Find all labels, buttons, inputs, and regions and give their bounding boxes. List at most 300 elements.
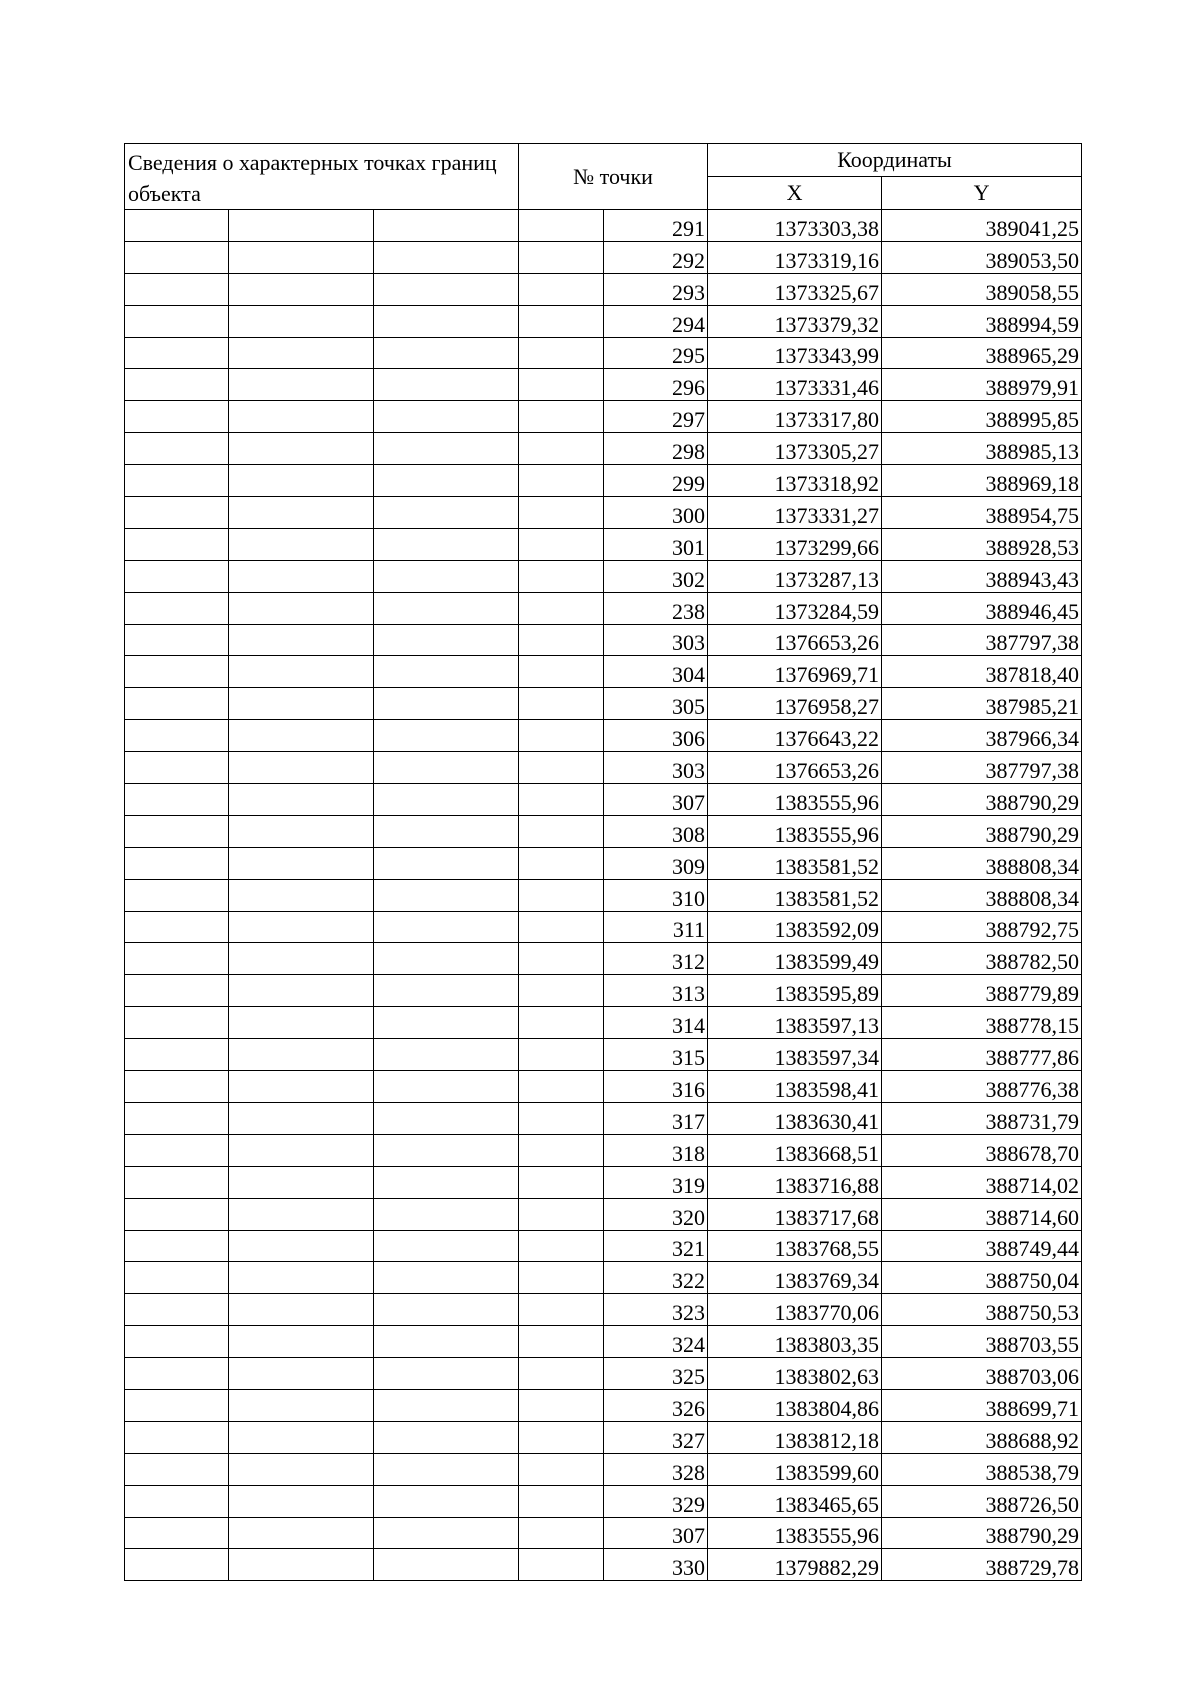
empty-cell [125, 1071, 229, 1103]
y-coordinate-cell: 388726,50 [882, 1485, 1082, 1517]
empty-cell [125, 592, 229, 624]
empty-cell [519, 1453, 604, 1485]
y-coordinate-cell: 389058,55 [882, 273, 1082, 305]
point-number-cell: 296 [604, 369, 708, 401]
table-row [125, 1166, 1082, 1198]
empty-cell [519, 975, 604, 1007]
table-row [125, 911, 1082, 943]
point-number-cell: 307 [604, 1517, 708, 1549]
table-row [125, 433, 1082, 465]
empty-cell [125, 975, 229, 1007]
empty-cell [519, 1517, 604, 1549]
x-coordinate-cell: 1376969,71 [708, 656, 882, 688]
y-coordinate-cell: 387985,21 [882, 688, 1082, 720]
empty-cell [229, 528, 374, 560]
empty-cell [374, 1453, 519, 1485]
point-number-cell: 326 [604, 1389, 708, 1421]
empty-cell [229, 1166, 374, 1198]
empty-cell [125, 911, 229, 943]
y-coordinate-cell: 388779,89 [882, 975, 1082, 1007]
point-number-cell: 294 [604, 305, 708, 337]
table-row [125, 1517, 1082, 1549]
table-row [125, 369, 1082, 401]
empty-cell [229, 815, 374, 847]
y-coordinate-cell: 388994,59 [882, 305, 1082, 337]
empty-cell [519, 528, 604, 560]
table-row [125, 528, 1082, 560]
x-coordinate-cell: 1373287,13 [708, 560, 882, 592]
empty-cell [125, 433, 229, 465]
empty-cell [229, 688, 374, 720]
table-row [125, 879, 1082, 911]
info-header: Сведения о характерных точках границ объекта [125, 144, 519, 210]
coordinates-header: Координаты [708, 144, 1082, 177]
empty-cell [374, 975, 519, 1007]
table-row [125, 305, 1082, 337]
y-coordinate-cell: 387966,34 [882, 720, 1082, 752]
empty-cell [229, 1421, 374, 1453]
empty-cell [229, 879, 374, 911]
y-coordinate-cell: 388750,53 [882, 1294, 1082, 1326]
y-coordinate-cell: 388943,43 [882, 560, 1082, 592]
x-coordinate-cell: 1373343,99 [708, 337, 882, 369]
empty-cell [229, 1453, 374, 1485]
empty-cell [125, 273, 229, 305]
empty-cell [374, 273, 519, 305]
empty-cell [125, 1102, 229, 1134]
point-number-cell: 317 [604, 1102, 708, 1134]
empty-cell [229, 1358, 374, 1390]
empty-cell [125, 752, 229, 784]
empty-cell [125, 528, 229, 560]
empty-cell [519, 1358, 604, 1390]
table-row [125, 847, 1082, 879]
empty-cell [125, 1166, 229, 1198]
empty-cell [125, 369, 229, 401]
point-number-cell: 292 [604, 241, 708, 273]
empty-cell [374, 815, 519, 847]
point-number-cell: 314 [604, 1007, 708, 1039]
table-row [125, 943, 1082, 975]
point-number-cell: 303 [604, 752, 708, 784]
empty-cell [125, 784, 229, 816]
table-row [125, 273, 1082, 305]
empty-cell [374, 1358, 519, 1390]
empty-cell [519, 1071, 604, 1103]
y-coordinate-cell: 388731,79 [882, 1102, 1082, 1134]
table-row [125, 1134, 1082, 1166]
y-coordinate-cell: 388714,02 [882, 1166, 1082, 1198]
y-coordinate-cell: 388699,71 [882, 1389, 1082, 1421]
empty-cell [374, 241, 519, 273]
y-coordinate-cell: 388969,18 [882, 465, 1082, 497]
table-row [125, 1485, 1082, 1517]
coordinates-table [124, 143, 1082, 1581]
point-number-cell: 315 [604, 1039, 708, 1071]
empty-cell [519, 1326, 604, 1358]
empty-cell [125, 688, 229, 720]
empty-cell [519, 273, 604, 305]
empty-cell [374, 1134, 519, 1166]
empty-cell [519, 560, 604, 592]
y-coordinate-cell: 388979,91 [882, 369, 1082, 401]
point-number-cell: 321 [604, 1230, 708, 1262]
x-coordinate-cell: 1383802,63 [708, 1358, 882, 1390]
y-coordinate-cell: 388995,85 [882, 401, 1082, 433]
x-coordinate-cell: 1383581,52 [708, 847, 882, 879]
x-coordinate-cell: 1373284,59 [708, 592, 882, 624]
empty-cell [519, 1549, 604, 1581]
x-coordinate-cell: 1383581,52 [708, 879, 882, 911]
table-row [125, 1549, 1082, 1581]
empty-cell [125, 210, 229, 242]
point-number-cell: 324 [604, 1326, 708, 1358]
y-coordinate-cell: 388790,29 [882, 784, 1082, 816]
y-coordinate-cell: 388965,29 [882, 337, 1082, 369]
empty-cell [519, 1198, 604, 1230]
x-coordinate-cell: 1373303,38 [708, 210, 882, 242]
empty-cell [125, 1294, 229, 1326]
y-coordinate-cell: 388790,29 [882, 1517, 1082, 1549]
empty-cell [374, 528, 519, 560]
empty-cell [229, 1134, 374, 1166]
empty-cell [125, 1326, 229, 1358]
empty-cell [374, 1102, 519, 1134]
point-number-cell: 323 [604, 1294, 708, 1326]
empty-cell [374, 1071, 519, 1103]
empty-cell [229, 369, 374, 401]
y-coordinate-cell: 389041,25 [882, 210, 1082, 242]
empty-cell [125, 560, 229, 592]
empty-cell [374, 369, 519, 401]
empty-cell [125, 1262, 229, 1294]
x-coordinate-cell: 1383803,35 [708, 1326, 882, 1358]
empty-cell [374, 847, 519, 879]
y-coordinate-cell: 388946,45 [882, 592, 1082, 624]
empty-cell [125, 465, 229, 497]
empty-cell [374, 720, 519, 752]
empty-cell [374, 433, 519, 465]
empty-cell [374, 879, 519, 911]
table-row [125, 1071, 1082, 1103]
point-number-cell: 327 [604, 1421, 708, 1453]
empty-cell [519, 1134, 604, 1166]
point-number-cell: 320 [604, 1198, 708, 1230]
empty-cell [519, 847, 604, 879]
point-number-cell: 304 [604, 656, 708, 688]
point-number-cell: 322 [604, 1262, 708, 1294]
table-row [125, 497, 1082, 529]
empty-cell [229, 1198, 374, 1230]
empty-cell [374, 1007, 519, 1039]
point-number-cell: 325 [604, 1358, 708, 1390]
empty-cell [519, 1007, 604, 1039]
y-header: Y [882, 177, 1082, 210]
empty-cell [519, 1294, 604, 1326]
table-row [125, 815, 1082, 847]
point-number-cell: 310 [604, 879, 708, 911]
empty-cell [229, 720, 374, 752]
empty-cell [374, 1421, 519, 1453]
table-row [125, 1039, 1082, 1071]
table-row [125, 784, 1082, 816]
x-coordinate-cell: 1376653,26 [708, 624, 882, 656]
empty-cell [374, 1485, 519, 1517]
y-coordinate-cell: 388538,79 [882, 1453, 1082, 1485]
empty-cell [374, 624, 519, 656]
y-coordinate-cell: 388928,53 [882, 528, 1082, 560]
point-number-cell: 300 [604, 497, 708, 529]
header-row-1 [125, 144, 1082, 177]
x-coordinate-cell: 1373331,46 [708, 369, 882, 401]
empty-cell [374, 465, 519, 497]
table-row [125, 1262, 1082, 1294]
empty-cell [519, 1166, 604, 1198]
empty-cell [229, 1294, 374, 1326]
empty-cell [229, 401, 374, 433]
y-coordinate-cell: 388954,75 [882, 497, 1082, 529]
empty-cell [229, 1326, 374, 1358]
empty-cell [374, 1262, 519, 1294]
table-row [125, 624, 1082, 656]
empty-cell [229, 273, 374, 305]
empty-cell [229, 433, 374, 465]
x-coordinate-cell: 1383599,49 [708, 943, 882, 975]
empty-cell [125, 1549, 229, 1581]
empty-cell [519, 911, 604, 943]
point-number-cell: 291 [604, 210, 708, 242]
point-number-cell: 307 [604, 784, 708, 816]
empty-cell [519, 879, 604, 911]
empty-cell [229, 784, 374, 816]
empty-cell [125, 1517, 229, 1549]
empty-cell [125, 1389, 229, 1421]
table-row [125, 337, 1082, 369]
empty-cell [229, 210, 374, 242]
table-row [125, 1230, 1082, 1262]
table-row [125, 656, 1082, 688]
point-number-cell: 316 [604, 1071, 708, 1103]
x-coordinate-cell: 1383716,88 [708, 1166, 882, 1198]
empty-cell [229, 465, 374, 497]
point-number-cell: 312 [604, 943, 708, 975]
empty-cell [229, 624, 374, 656]
table-row [125, 752, 1082, 784]
x-coordinate-cell: 1373317,80 [708, 401, 882, 433]
x-coordinate-cell: 1383804,86 [708, 1389, 882, 1421]
empty-cell [374, 656, 519, 688]
empty-cell [519, 624, 604, 656]
empty-cell [519, 943, 604, 975]
empty-cell [125, 847, 229, 879]
empty-cell [519, 1421, 604, 1453]
empty-cell [125, 1198, 229, 1230]
x-coordinate-cell: 1376653,26 [708, 752, 882, 784]
empty-cell [519, 1485, 604, 1517]
y-coordinate-cell: 387797,38 [882, 752, 1082, 784]
empty-cell [229, 1389, 374, 1421]
empty-cell [125, 497, 229, 529]
empty-cell [125, 943, 229, 975]
x-coordinate-cell: 1383555,96 [708, 784, 882, 816]
empty-cell [519, 497, 604, 529]
x-coordinate-cell: 1383630,41 [708, 1102, 882, 1134]
empty-cell [229, 656, 374, 688]
empty-cell [229, 1262, 374, 1294]
point-number-cell: 302 [604, 560, 708, 592]
x-coordinate-cell: 1373331,27 [708, 497, 882, 529]
y-coordinate-cell: 388776,38 [882, 1071, 1082, 1103]
y-coordinate-cell: 388778,15 [882, 1007, 1082, 1039]
empty-cell [125, 624, 229, 656]
x-coordinate-cell: 1373379,32 [708, 305, 882, 337]
empty-cell [519, 592, 604, 624]
table-row [125, 975, 1082, 1007]
y-coordinate-cell: 388703,06 [882, 1358, 1082, 1390]
empty-cell [374, 1549, 519, 1581]
point-number-cell: 309 [604, 847, 708, 879]
point-number-cell: 297 [604, 401, 708, 433]
empty-cell [125, 401, 229, 433]
y-coordinate-cell: 389053,50 [882, 241, 1082, 273]
empty-cell [519, 433, 604, 465]
point-number-cell: 305 [604, 688, 708, 720]
empty-cell [125, 656, 229, 688]
x-coordinate-cell: 1373319,16 [708, 241, 882, 273]
empty-cell [229, 1549, 374, 1581]
point-number-cell: 295 [604, 337, 708, 369]
point-number-cell: 319 [604, 1166, 708, 1198]
x-coordinate-cell: 1373299,66 [708, 528, 882, 560]
table-body [125, 210, 1082, 1581]
x-coordinate-cell: 1383812,18 [708, 1421, 882, 1453]
x-coordinate-cell: 1383668,51 [708, 1134, 882, 1166]
empty-cell [519, 1230, 604, 1262]
x-coordinate-cell: 1373318,92 [708, 465, 882, 497]
empty-cell [374, 752, 519, 784]
empty-cell [519, 241, 604, 273]
x-coordinate-cell: 1376643,22 [708, 720, 882, 752]
x-coordinate-cell: 1383717,68 [708, 1198, 882, 1230]
empty-cell [374, 1517, 519, 1549]
y-coordinate-cell: 388808,34 [882, 847, 1082, 879]
empty-cell [125, 337, 229, 369]
x-coordinate-cell: 1383592,09 [708, 911, 882, 943]
empty-cell [229, 1517, 374, 1549]
y-coordinate-cell: 388688,92 [882, 1421, 1082, 1453]
empty-cell [519, 1102, 604, 1134]
empty-cell [374, 1294, 519, 1326]
point-number-cell: 330 [604, 1549, 708, 1581]
empty-cell [374, 337, 519, 369]
empty-cell [229, 752, 374, 784]
empty-cell [519, 305, 604, 337]
y-coordinate-cell: 387818,40 [882, 656, 1082, 688]
point-number-cell: 293 [604, 273, 708, 305]
x-coordinate-cell: 1383555,96 [708, 815, 882, 847]
empty-cell [125, 1134, 229, 1166]
table-row [125, 1102, 1082, 1134]
empty-cell [229, 943, 374, 975]
table-row [125, 560, 1082, 592]
point-number-cell: 318 [604, 1134, 708, 1166]
table-row [125, 1453, 1082, 1485]
table-row [125, 1389, 1082, 1421]
empty-cell [374, 497, 519, 529]
empty-cell [229, 497, 374, 529]
empty-cell [125, 1421, 229, 1453]
empty-cell [229, 847, 374, 879]
empty-cell [374, 1389, 519, 1421]
y-coordinate-cell: 388777,86 [882, 1039, 1082, 1071]
empty-cell [374, 1230, 519, 1262]
empty-cell [519, 1039, 604, 1071]
table-row [125, 1198, 1082, 1230]
empty-cell [374, 1166, 519, 1198]
y-coordinate-cell: 388750,04 [882, 1262, 1082, 1294]
empty-cell [229, 1102, 374, 1134]
empty-cell [374, 592, 519, 624]
empty-cell [229, 241, 374, 273]
y-coordinate-cell: 388729,78 [882, 1549, 1082, 1581]
table-row [125, 592, 1082, 624]
empty-cell [125, 241, 229, 273]
empty-cell [374, 911, 519, 943]
point-number-cell: 308 [604, 815, 708, 847]
empty-cell [125, 1007, 229, 1039]
empty-cell [229, 337, 374, 369]
x-coordinate-cell: 1383597,13 [708, 1007, 882, 1039]
x-coordinate-cell: 1383599,60 [708, 1453, 882, 1485]
y-coordinate-cell: 388782,50 [882, 943, 1082, 975]
y-coordinate-cell: 388714,60 [882, 1198, 1082, 1230]
y-coordinate-cell: 388808,34 [882, 879, 1082, 911]
empty-cell [229, 911, 374, 943]
empty-cell [125, 1358, 229, 1390]
empty-cell [519, 401, 604, 433]
x-coordinate-cell: 1383595,89 [708, 975, 882, 1007]
empty-cell [374, 1326, 519, 1358]
y-coordinate-cell: 388792,75 [882, 911, 1082, 943]
x-coordinate-cell: 1383465,65 [708, 1485, 882, 1517]
empty-cell [125, 1230, 229, 1262]
point-number-cell: 298 [604, 433, 708, 465]
empty-cell [374, 1039, 519, 1071]
empty-cell [519, 720, 604, 752]
empty-cell [374, 560, 519, 592]
empty-cell [374, 401, 519, 433]
y-coordinate-cell: 388985,13 [882, 433, 1082, 465]
empty-cell [229, 1071, 374, 1103]
empty-cell [229, 1230, 374, 1262]
table-row [125, 1294, 1082, 1326]
x-coordinate-cell: 1383598,41 [708, 1071, 882, 1103]
empty-cell [519, 337, 604, 369]
empty-cell [229, 592, 374, 624]
empty-cell [229, 1007, 374, 1039]
point-number-cell: 329 [604, 1485, 708, 1517]
empty-cell [229, 1485, 374, 1517]
empty-cell [229, 560, 374, 592]
x-coordinate-cell: 1383768,55 [708, 1230, 882, 1262]
table-row [125, 1326, 1082, 1358]
empty-cell [374, 210, 519, 242]
empty-cell [519, 815, 604, 847]
x-coordinate-cell: 1373305,27 [708, 433, 882, 465]
point-number-cell: 313 [604, 975, 708, 1007]
empty-cell [374, 943, 519, 975]
y-coordinate-cell: 388749,44 [882, 1230, 1082, 1262]
